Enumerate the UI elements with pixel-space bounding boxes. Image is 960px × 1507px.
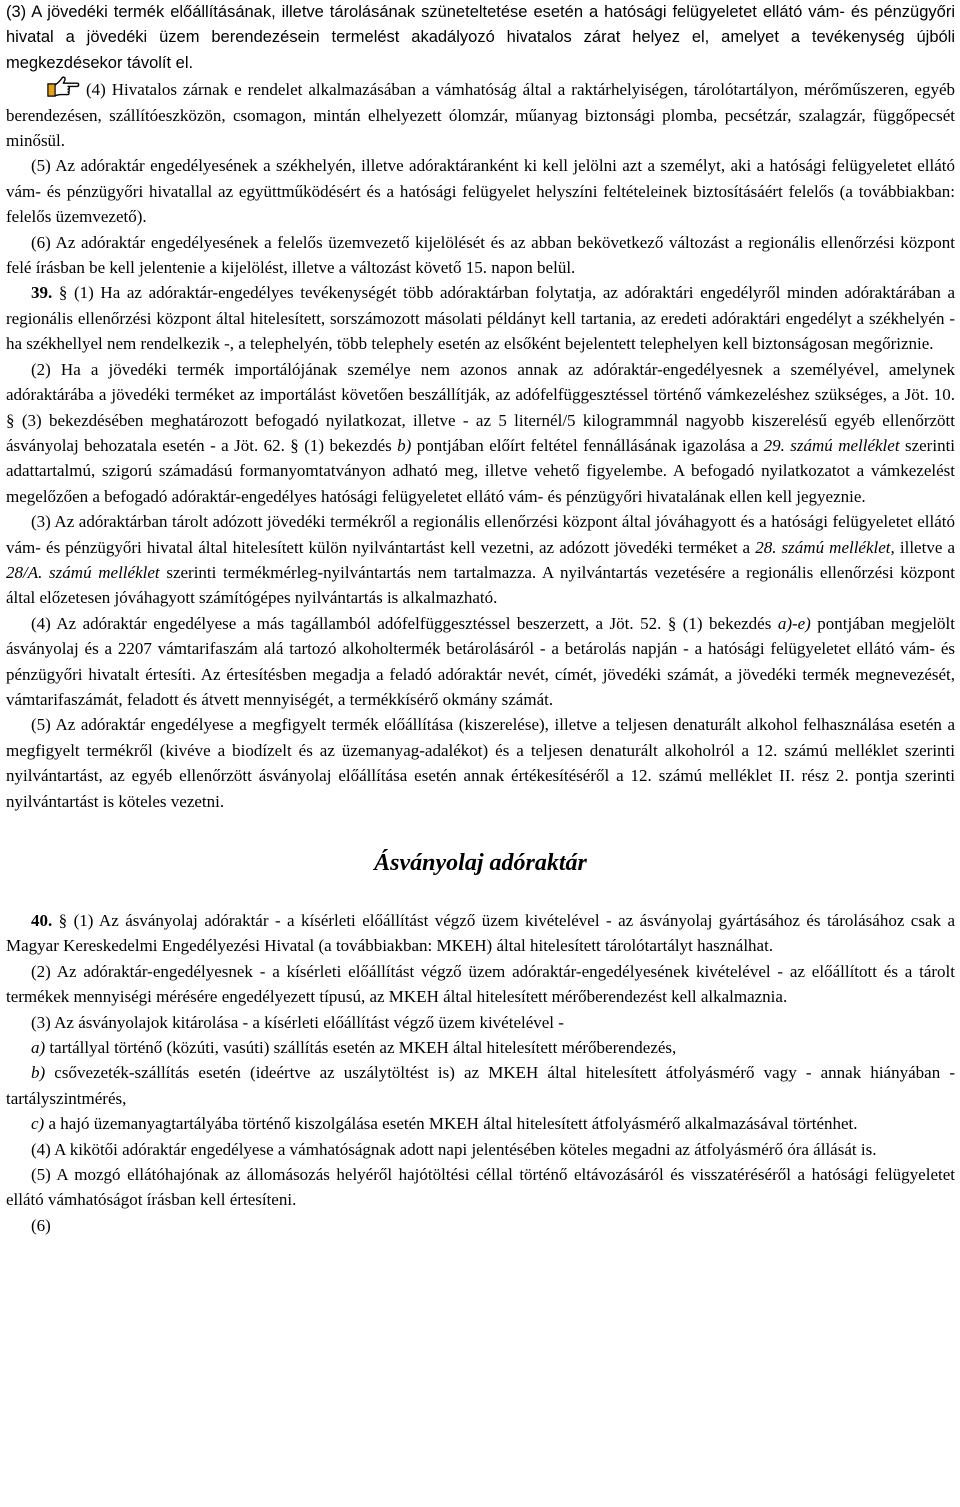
paragraph-text: szerinti termékmérleg-nyilvántartás nem tartalmazza. A nyilvántartás vezetésére a regionális ellenőrzési központ által előzetesen jóváhagyott számítógépes nyilvántartás is alkalmazható. (6, 562, 956, 608)
paragraph-text: illetve a (894, 537, 956, 557)
section-heading: Ásványolaj adóraktár (374, 850, 587, 876)
list-item-c (6, 1111, 955, 1136)
paragraph-text: (4) A kikötői adóraktár engedélyese a vámhatóságnak adott napi jelentésében köteles megadni az átfolyásmérő óra állását is. (31, 1139, 877, 1159)
list-item-a (6, 1035, 955, 1060)
paragraph-3 (6, 0, 955, 76)
section-number: 39. (31, 283, 53, 303)
paragraph-text: (4) Az adóraktár engedélyese a más tagállamból adófelfüggesztéssel beszerzett, a Jöt. 52. § (1) bekezdés (31, 613, 778, 633)
paragraph-text: § (1) Az ásványolaj adóraktár - a kísérleti előállítást végző üzem kivételével - az ásványolaj gyártásához és tárolásához csak a Magyar Kereskedelmi Engedélyezési Hivatal (a továbbiakban: MKEH) által hitelesített tárolótartályt használhat. (6, 911, 955, 956)
paragraph-5 (6, 153, 955, 229)
section-40-6 (6, 1213, 955, 1238)
paragraph-text: (4) Hivatalos zárnak e rendelet alkalmazásában a vámhatóság által a raktárhelyiségen, tárolótartályon, mérőműszeren, egyéb berendezésen, szállítóeszközön, csomagon, mintán elhelyezett ólomzár, műanyag biztonsági plomba, pecsétzár, szalagzár, függőpecsét minősül. (6, 80, 955, 151)
paragraph-text: (2) Az adóraktár-engedélyesnek - a kísérleti előállítást végző üzem adóraktár-engedélyesének kivételével - az előállított és a tárolt termékek mennyiségi mérésére engedélyezett típusú, az MKEH által hitelesített mérőberendezést kell alkalmaznia. (6, 961, 955, 1007)
annex-reference[interactable]: 29. számú melléklet (763, 435, 900, 455)
section-39-5 (6, 712, 955, 814)
paragraph-text: (3) A jövedéki termék előállításának, illetve tárolásának szüneteltetése esetén a hatósági felügyeletet ellátó vám- és pénzügyőri hivatal a jövedéki üzem berendezésein termelést akadályozó hivatalos zárat helyez el, amelyet a tevékenység újbóli megkezdésekor távolít el. (6, 3, 955, 72)
paragraph-6 (6, 230, 955, 281)
section-40-4 (6, 1137, 955, 1162)
paragraph-text: szerinti adattartalmú, szigorú számadású formanyomtatványon adható meg, illetve vehető figyelembe. A befogadó nyilatkozatot a vámkezelést megelőzően a befogadó adóraktár-engedélyes hatósági felügyeletet ellátó vám- és pénzügyőri hivatalának ellen kell jegyeznie. (6, 435, 956, 506)
section-40-2 (6, 959, 955, 1010)
annex-reference[interactable]: 28/A. számú melléklet (6, 562, 160, 582)
paragraph-text: csővezeték-szállítás esetén (ideértve az uszálytöltést is) az MKEH által hitelesített átfolyásmérő vagy - annak hiányában - tartályszintmérés, (6, 1063, 955, 1108)
paragraph-text: (5) A mozgó ellátóhajónak az állomásozás helyéről hajótöltési céllal történő eltávozásáról és visszatéréséről a hatósági felügyeletet ellátó vámhatóságot írásban kell értesíteni. (6, 1165, 955, 1210)
list-marker: b) (31, 1063, 46, 1083)
section-39-2 (6, 357, 955, 509)
paragraph-text: (3) Az ásványolajok kitárolása - a kísérleti előállítást végző üzem kivételével - (31, 1012, 564, 1032)
paragraph-ital: b) (397, 435, 412, 455)
section-39-3 (6, 509, 955, 611)
paragraph-text: a hajó üzemanyagtartályába történő kiszolgálása esetén MKEH által hitelesített átfolyásmérő alkalmazásával történhet. (44, 1114, 858, 1134)
list-item-b (6, 1060, 955, 1111)
paragraph-ital: a)-e) (777, 613, 811, 633)
paragraph-4 (6, 76, 955, 153)
section-40 (6, 908, 955, 959)
section-39 (6, 280, 955, 356)
paragraph-text: (6) Az adóraktár engedélyesének a felelős üzemvezető kijelölését és az abban bekövetkező változást a regionális ellenőrzési központ felé írásban be kell jelentenie a kijelölést, illetve a változást követő 15. napon belül. (6, 232, 955, 278)
list-marker: c) (31, 1114, 45, 1134)
paragraph-text: (2) Ha a jövedéki termék importálójának személye nem azonos annak az adóraktár-engedélyesnek a személyével, amelynek adóraktárába a jövedéki terméket az importálást követően beszállítják, az adófelfüggesztéssel történő vámkezeléshez szükséges, a Jöt. 10. § (3) bekezdésében meghatározott befogadó nyilatkozat, illetve - az 5 liternél/5 kilogrammnál nagyobb kiszerelésű egyéb ellenőrzött ásványolaj behozatala esetén - a Jöt. 62. § (1) bekezdés (6, 359, 955, 455)
section-40-5 (6, 1162, 955, 1213)
annex-reference[interactable]: 28. számú melléklet, (755, 537, 895, 557)
paragraph-text: § (1) Ha az adóraktár-engedélyes tevékenységét több adóraktárban folytatja, az adóraktári engedélyről minden adóraktárában a regionális ellenőrzési központ által hitelesített, sorszámozott másolati példányt kell tartania, az eredeti adóraktári engedélyt a székhelyén - ha székhellyel nem rendelkezik -, a telephelyén, több telephely esetén az elsőként bejelentett telephelyen kell biztonságosan megőriznie. (6, 283, 955, 354)
section-40-3 (6, 1010, 955, 1035)
paragraph-text: tartállyal történő (közúti, vasúti) szállítás esetén az MKEH által hitelesített mérőberendezés, (45, 1038, 677, 1058)
pointing-hand-icon[interactable] (46, 76, 80, 98)
paragraph-text: (3) Az adóraktárban tárolt adózott jövedéki termékről a regionális ellenőrzési központ által jóváhagyott és a hatósági felügyeletet ellátó vám- és pénzügyőri hivatal által hitelesített külön nyilvántartást kell vezetni, az adózott jövedéki terméket a (6, 512, 955, 557)
paragraph-text: pontjában előírt feltétel fennállásának igazolása a (411, 435, 764, 455)
list-marker: a) (31, 1038, 46, 1058)
section-number: 40. (31, 911, 53, 930)
paragraph-text: (5) Az adóraktár engedélyese a megfigyelt termék előállítása (kiszerelése), illetve a teljesen denaturált alkohol felhasználása esetén a megfigyelt termékről (kivéve a biodízelt és az üzemanyag-adalékot) és a teljesen denaturált alkoholról a 12. számú melléklet szerinti nyilvántartást, az egyéb ellenőrzött ásványolaj előállítása esetén annak értékesítéséről a 12. számú melléklet II. rész 2. pontja szerinti nyilvántartást is köteles vezetni. (6, 715, 955, 811)
section-39-4 (6, 611, 955, 713)
paragraph-text: (5) Az adóraktár engedélyesének a székhelyén, illetve adóraktáranként ki kell jelölni azt a személyt, aki a hatósági felügyeletet ellátó vám- és pénzügyőri hivatallal az együttműködésért és a hatósági felügyelet helyszíni feltételeinek biztosításáért felelős (a továbbiakban: felelős üzemvezető). (6, 156, 955, 227)
paragraph-text: (6) (31, 1215, 51, 1235)
paragraph-text: pontjában megjelölt ásványolaj és a 2207 vámtarifaszám alá tartozó alkoholtermék betárolásáról - a betárolás napján - a hatósági felügyeletet ellátó vám- és pénzügyőri hivatalt értesíti. Az értesítésben megadja a feladó adóraktár nevét, címét, jövedéki számát, a jövedéki termék megnevezését, vámtarifaszámát, feladott és átvett mennyiségét, a termékkísérő okmány számát. (6, 613, 956, 709)
